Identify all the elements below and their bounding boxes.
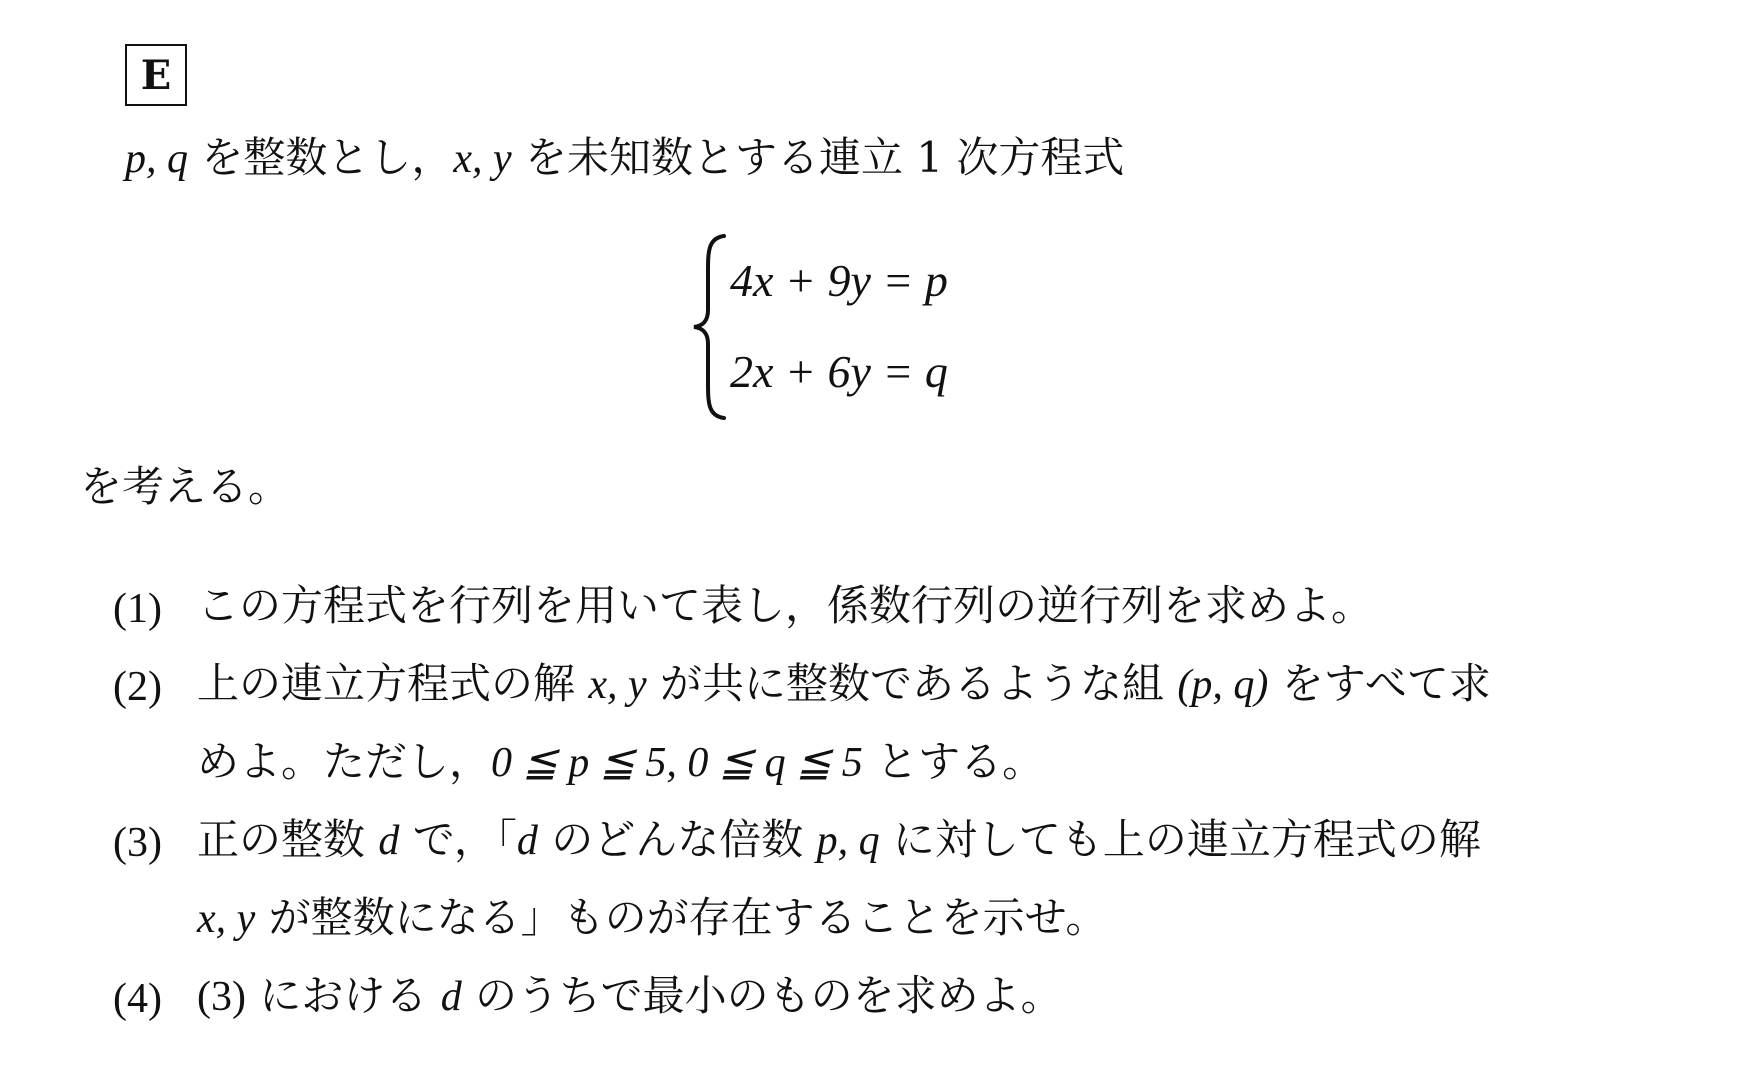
question-2-line-1: 上の連立方程式の解 x, y が共に整数であるような組 (p, q) をすべて求: [197, 659, 1491, 708]
intro-text-2: を未知数とする連立 1 次方程式: [511, 133, 1125, 182]
equation-1: 4x + 9y = p: [730, 255, 948, 306]
problem-label: E: [125, 44, 187, 106]
question-4-text: (3) における d のうちで最小のものを求めよ。: [197, 971, 1063, 1020]
question-3-number: (3): [113, 820, 162, 866]
intro-text-1: を整数とし，: [188, 133, 454, 182]
intro-vars-xy: x, y: [453, 136, 512, 182]
question-2-number: (2): [113, 664, 162, 710]
consider-text: を考える。: [80, 462, 291, 511]
question-3-line-1: 正の整数 d で，「d のどんな倍数 p, q に対しても上の連立方程式の解: [197, 815, 1481, 864]
question-4-number: (4): [113, 976, 162, 1022]
intro-vars-pq: p, q: [125, 136, 188, 182]
question-2-line-2: めよ。ただし，0 ≦ p ≦ 5, 0 ≦ q ≦ 5 とする。: [197, 737, 1045, 786]
question-1-number: (1): [113, 586, 162, 632]
question-1-text: この方程式を行列を用いて表し，係数行列の逆行列を求めよ。: [197, 581, 1374, 630]
left-brace: [690, 232, 730, 422]
question-3-line-2: x, y が整数になる」ものが存在することを示せ。: [197, 893, 1108, 942]
equation-2: 2x + 6y = q: [730, 346, 948, 397]
intro-line: [125, 133, 1125, 182]
